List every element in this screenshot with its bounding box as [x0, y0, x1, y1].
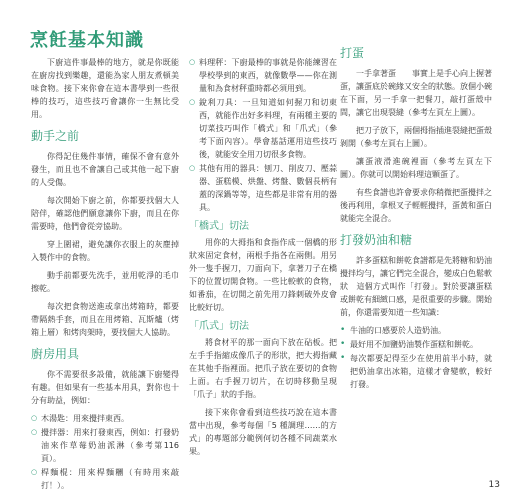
- section-heading-crack-egg: 打蛋: [340, 46, 365, 60]
- section-heading-cream-butter: 打發奶油和糖: [340, 233, 413, 247]
- list-item: ○ 銳利刀具：一旦知道如何握刀和切東西，就能作出好多料理，有兩種主要的切菜技巧叫作「橋式」和「爪式」（參考下面內容）。學會基話運用這些技巧後，就能安全用刀切很多食物。: [189, 98, 337, 159]
- paragraph: 將食材平的那一面向下放在砧板。把左手手指縮成像爪子的形狀，把大拇指藏在其他手指裡面。把爪子放在要切的食物上面。右手握刀切片，在切時移動呈現「爪子」狀的手指。: [189, 338, 337, 399]
- paragraph: 一手拿著蛋 事實上是手心向上握著蛋，讓蛋底於碗緣又安全的狀態。放個小碗在下面，另一手拿一把餐刀，敲打蛋殼中間，讓它出現裂縫（參考左頁左上圖）。: [340, 69, 492, 117]
- paragraph: 穿上圍裙，避免讓你衣服上的灰塵掉入製作中的食物。: [31, 240, 179, 262]
- paragraph: 你不需要很多設備，就能讓下廚變得有趣。但如果有一些基本用具，對你也十分有助益，例如：: [31, 370, 179, 405]
- paragraph: 用你的大拇指和食指作成一個橋的形狀來固定食材，兩根手指各在兩側。用另外一隻手握刀，刀面向下，拿著刀子在橋下的位置切開食物。一些比較軟的食物，如番茄，在切開之前先用刀鋒刺破外皮會比較好切。: [189, 238, 337, 312]
- list-item: ○ 木湯匙：用來攪拌東西。: [31, 414, 129, 423]
- subheading-bridge-cut: 「橋式」切法: [189, 221, 249, 232]
- list-item: • 最好用不加鹽奶油製作蛋糕和餅乾。: [340, 339, 478, 349]
- subheading-claw-cut: 「爪式」切法: [189, 321, 249, 332]
- bullet-icon: ○: [189, 58, 196, 66]
- bullet-icon: ○: [31, 414, 38, 422]
- page-number: 13: [488, 480, 500, 490]
- paragraph: 讓蛋液滑進碗裡面（參考左頁左下圖）。你就可以開始料理這顆蛋了。: [340, 157, 492, 179]
- paragraph: 許多蛋糕和餅乾食譜都是先將糖和奶油攪拌均勻，讓它們完全混合，變成白色鬆軟狀 這個方式叫作「打發」。對於要讓蛋糕或餅乾有細緻口感，是很重要的步驟。開始前，你還需要知道一些知識：: [340, 256, 492, 317]
- bullet-icon: •: [340, 353, 346, 363]
- bullet-icon: •: [340, 325, 346, 335]
- section-heading-kitchen-tools: 廚房用具: [31, 347, 80, 361]
- list-item: ○ 桿麵棍：用來桿麵糰（有時用來敲打！）。: [31, 468, 179, 490]
- bullet-icon: ○: [189, 98, 196, 106]
- bullet-icon: ○: [189, 164, 196, 172]
- bullet-icon: •: [340, 339, 346, 349]
- paragraph: 每次把食物送進或拿出烤箱時，都要帶隔熱手套，而且在用烤箱、瓦斯爐（烤箱上層）和烤肉架時，要找個大人協助。: [31, 302, 179, 337]
- paragraph: 把刀子放下，兩個拇指插進裂縫把蛋殼剝開（參考左頁右上圖）。: [340, 126, 492, 148]
- page-title: 烹飪基本知識: [30, 30, 144, 51]
- paragraph: 接下來你會看到這些技巧說在這本書當中出現，參考每個「5 種調理……的方式」的專題部分範例何切各種不同蔬菜水果。: [189, 408, 337, 456]
- paragraph: 每次開始下廚之前，你都要找個大人陪伴，確認他們願意讓你下廚，而且在你需要時，他們會從旁協助。: [31, 196, 179, 231]
- list-item: • 牛油的口感要於人造奶油。: [340, 325, 446, 335]
- list-item: • 每次都要記得至少在使用前半小時，就把奶油拿出冰箱，這樣才會變軟，較好打發。: [340, 353, 492, 389]
- section-heading-before-start: 動手之前: [31, 129, 80, 143]
- column-1: [31, 56, 179, 493]
- bullet-icon: ○: [31, 428, 38, 436]
- paragraph: 你得記住幾件事情，確保不會有意外發生，而且也不會讓自己或其他一起下廚的人受傷。: [31, 152, 179, 187]
- list-item: ○ 其他有用的器具：刨刀、削皮刀、壓蒜器、蛋糕模、烘盤、烤盤、數個長柄有蓋的深鍋等等，這些都是非常有用的器具。: [189, 164, 337, 212]
- bullet-icon: ○: [31, 468, 38, 476]
- intro-paragraph: 下廚這件事最棒的地方，就是你既能在廚房找到樂趣，還能為家人朋友煮頓美味食物。接下來你會在這本書學到一些很棒的技巧，這些技巧會讓你一生無比受用。: [31, 58, 179, 119]
- column-3: [340, 46, 492, 392]
- column-2: [189, 56, 337, 463]
- list-item: ○ 攪拌器：用來打發東西，例如：打發奶油來作草莓奶油派淋（參考第116頁）。: [31, 428, 179, 463]
- list-item: ○ 料理秤：下廚最棒的事就是你能練習在學校學到的東西，就像數學——你在測量和為食材秤重時都必須用到。: [189, 58, 337, 93]
- paragraph: 動手前都要先洗手，並用乾淨的毛巾擦乾。: [31, 271, 179, 293]
- paragraph: 有些食譜也許會要求你稍微把蛋攪拌之後再利用，拿根叉子輕輕攪拌，蛋黃和蛋白就能完全混合。: [340, 188, 492, 223]
